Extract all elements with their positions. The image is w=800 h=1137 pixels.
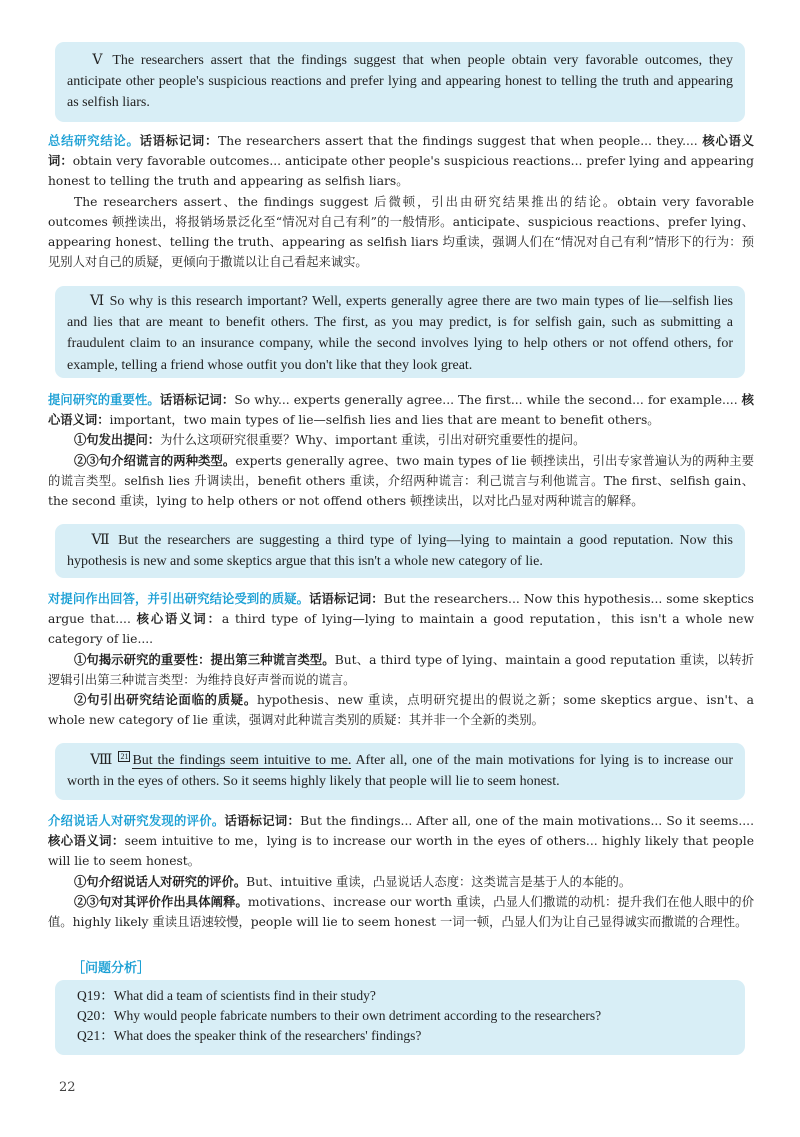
analysis-vi	[48, 390, 754, 511]
core-words-text: a third type of lying—lying to maintain a good reputation，this isn't a whole new category of lie....	[48, 612, 754, 647]
paragraph-numeral: Ⅴ	[89, 53, 106, 68]
question-list	[55, 980, 745, 1055]
analysis-explanation: The researchers assert、the findings suggest 后微顿，引出由研究结果推出的结论。obtain very favorable outcomes 顿挫读出，将报销场景泛化至“情况对自己有利”的一般情形。anticipate、suspicious reactions、prefer lying、appearing honest、telling the truth、appearing as selfish liars 均重读，强调人们在“情况对自己有利”情形下的行为：预见别人对自己的质疑，更倾向于撒谎以让自己看起来诚实。	[48, 194, 754, 270]
sentence-1-label: ①句发出提问：	[74, 432, 161, 448]
sentence-2-text: hypothesis、new 重读，点明研究提出的假说之新；some skeptics argue、isn't、a whole new category of lie 重读，强调对此种谎言类别的质疑：其并非一个全新的类别。	[48, 693, 754, 728]
sentence-2-label: ②③句对其评价作出具体阐释。	[74, 893, 248, 909]
paragraph-text: The researchers assert that the findings suggest that when people obtain very favorable outcomes, they anticipate other people's suspicious reactions and prefer lying and appearing honest to telling the truth and appearing as selfish liars.	[67, 53, 733, 110]
transcript-paragraph-vi	[55, 286, 745, 378]
analysis-viii	[48, 811, 754, 932]
transcript-paragraph-viii	[55, 743, 745, 800]
core-words-text: obtain very favorable outcomes... anticipate other people's suspicious reactions... prefer lying and appearing honest to telling the truth and appearing as selfish liars。	[48, 154, 754, 189]
sentence-2-text: experts generally agree、two main types of lie 顿挫读出，引出专家普遍认为的两种主要的谎言类型。selfish lies 升调读出，benefit others 重读，介绍两种谎言：利己谎言与利他谎言。The first、selfish gain、the second 重读，lying to help others or not offend others 顿挫读出，以对比凸显对两种谎言的解释。	[48, 453, 754, 509]
discourse-marker-text: So why... experts generally agree... The first... while the second... for example....	[234, 393, 738, 407]
sentence-1-label: ①句介绍说话人对研究的评价。	[74, 873, 247, 889]
transcript-paragraph-v	[55, 42, 745, 122]
analysis-vii	[48, 589, 754, 730]
core-words-text: important，two main types of lie—selfish lies and lies that are meant to benefit others。	[109, 413, 660, 428]
transcript-paragraph-vii	[55, 524, 745, 578]
analysis-v	[48, 131, 754, 272]
core-words-label: 核心语义词：	[48, 133, 754, 169]
sentence-1-text: But、intuitive 重读，凸显说话人态度：这类谎言是基于人的本能的。	[246, 874, 632, 889]
key-sentence-underlined: But the findings seem intuitive to me.	[132, 753, 352, 768]
sentence-2-label: ②句引出研究结论面临的质疑。	[74, 692, 257, 708]
discourse-marker-text: The researchers assert that the findings suggest that when people... they....	[218, 134, 698, 148]
discourse-marker-label: 话语标记词：	[224, 813, 301, 828]
question-analysis-label: ［问题分析］	[72, 961, 151, 976]
page-number: 22	[59, 1080, 76, 1095]
discourse-marker-label: 话语标记词：	[139, 133, 219, 148]
paragraph-text: After all, one of the main motivations for lying is to increase our worth in the eyes of others. So it seems highly likely that people will lie to seem honest.	[67, 753, 733, 789]
analysis-heading: 提问研究的重要性。	[48, 392, 160, 407]
paragraph-numeral: Ⅵ	[89, 294, 106, 309]
core-words-label: 核心语义词：	[48, 392, 754, 428]
discourse-marker-label: 话语标记词：	[159, 392, 235, 407]
question-item: Q19：What did a team of scientists find in their study?	[77, 988, 376, 1003]
sentence-1-label: ①句揭示研究的重要性：提出第三种谎言类型。	[74, 651, 335, 667]
sentence-2-label: ②③句介绍谎言的两种类型。	[74, 452, 236, 468]
analysis-heading: 对提问作出回答，并引出研究结论受到的质疑。	[48, 591, 310, 606]
paragraph-text: But the researchers are suggesting a third type of lying—lying to maintain a good reputation. Now this hypothesis is new and some skeptics argue that this isn't a whole new category of lie.	[67, 533, 733, 569]
question-item: Q21：What does the speaker think of the researchers' findings?	[77, 1028, 422, 1043]
sentence-1-text: 为什么这项研究很重要？Why、important 重读，引出对研究重要性的提问。	[160, 433, 586, 448]
question-item: Q20：Why would people fabricate numbers to their own detriment according to the researchers?	[77, 1008, 602, 1023]
sentence-1-text: But、a third type of lying、maintain a good reputation 重读，以转折逻辑引出第三种谎言类型：为维持良好声誉而说的谎言。	[48, 652, 754, 687]
discourse-marker-label: 话语标记词：	[309, 591, 384, 606]
question-marker: 21	[120, 752, 129, 761]
analysis-heading: 总结研究结论。	[48, 133, 140, 148]
sentence-2-text: motivations、increase our worth 重读，凸显人们撒谎的动机：提升我们在他人眼中的价值。highly likely 重读且语速较慢，people will lie to seem honest 一词一顿，凸显人们为让自己显得诚实而撒谎的合理性。	[48, 894, 754, 930]
analysis-heading: 介绍说话人对研究发现的评价。	[48, 813, 225, 828]
paragraph-numeral: Ⅶ	[89, 533, 113, 548]
core-words-text: seem intuitive to me，lying is to increase our worth in the eyes of others... highly likely that people will lie to seem honest。	[48, 834, 754, 869]
paragraph-text: So why is this research important? Well, experts generally agree there are two main types of lie—selfish lies and lies that are meant to benefit others. The first, as you may predict, is for selfish gain, such as submitting a fraudulent claim to an insurance company, while the second involves lying to help others or not offend others, for example, telling a friend whose outfit you don't like that they look great.	[67, 294, 733, 373]
core-words-label: 核心语义词：	[48, 833, 125, 849]
paragraph-numeral: Ⅷ	[89, 753, 114, 768]
discourse-marker-text: But the findings... After all, one of the main motivations... So it seems....	[300, 814, 754, 828]
discourse-marker-text: But the researchers... Now this hypothesis... some skeptics argue that....	[48, 592, 754, 627]
core-words-label: 核心语义词：	[136, 611, 222, 627]
